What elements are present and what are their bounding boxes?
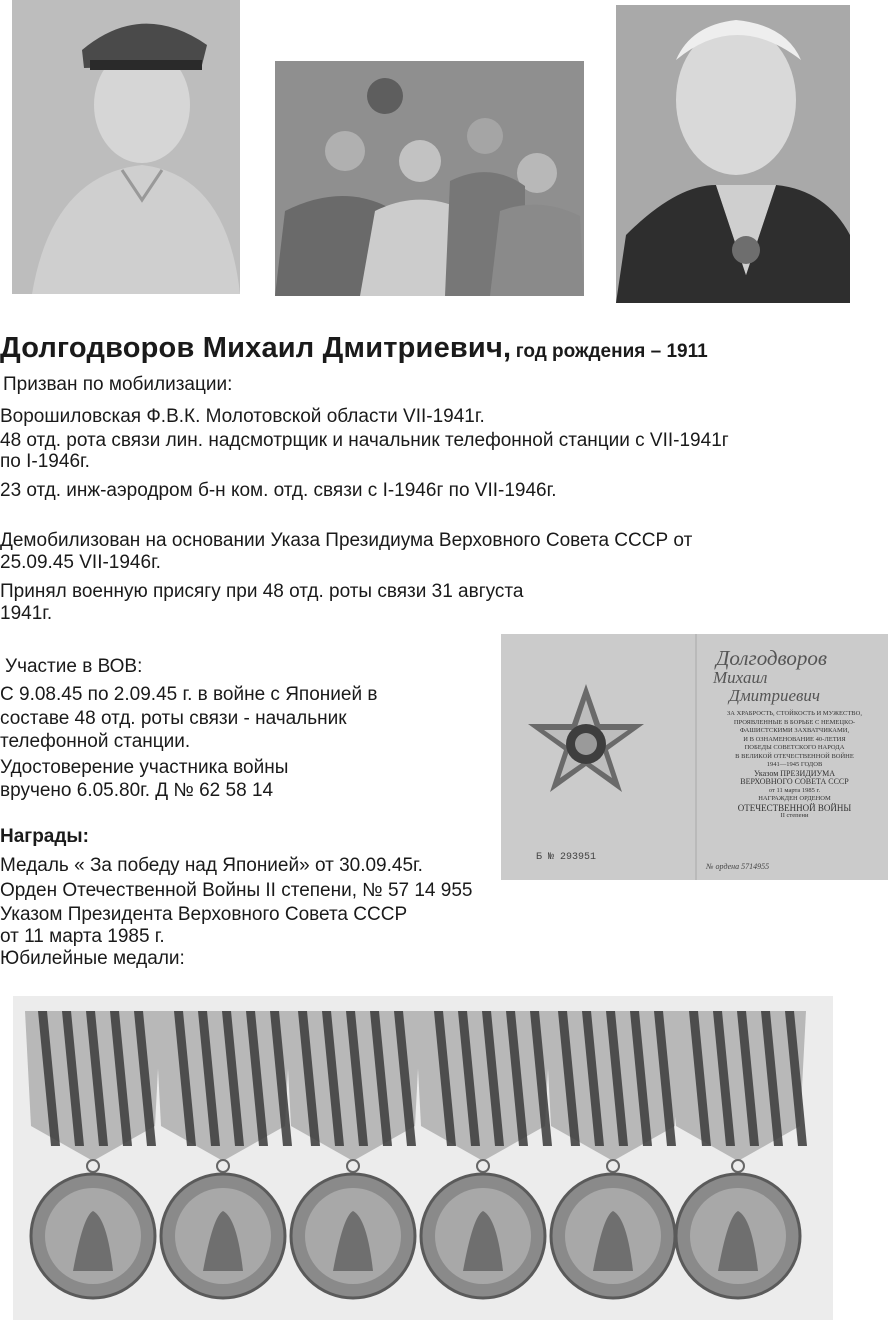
service-line: Призван по мобилизации: bbox=[3, 374, 233, 395]
awards-heading: Награды: bbox=[0, 826, 89, 847]
cert-order-number: № ордена 5714955 bbox=[706, 862, 770, 871]
service-line: Ворошиловская Ф.В.К. Молотовской области VII-1941г. bbox=[0, 406, 485, 427]
award-line: Указом Президента Верховного Совета СССР bbox=[0, 904, 408, 925]
wwii-line: вручено 6.05.80г. Д № 62 58 14 bbox=[0, 780, 274, 801]
person-name-line bbox=[0, 332, 708, 365]
demob-line: Демобилизован на основании Указа Президиума Верховного Совета СССР от bbox=[0, 530, 693, 551]
cert-printed-text: ЗА ХРАБРОСТЬ, СТОЙКОСТЬ И МУЖЕСТВО, ПРОЯВЛЕННЫЕ В БОРЬБЕ С НЕМЕЦКО- ФАШИСТСКИМИ ЗАХВАТЧИКАМИ, И В ОЗНАМЕНОВАНИЕ 40-ЛЕТИЯ ПОБЕДЫ СОВЕТСКОГО НАРОДА В ВЕЛИКОЙ ОТЕЧЕСТВЕННОЙ ВОЙНЕ 1941—1945 ГОДОВ Указом ПРЕЗИДИУМА ВЕРХОВНОГО СОВЕТА СССР от 11 марта 1985 г. НАГРАЖДЕН ОРДЕНОМ ОТЕЧЕСТВЕННОЙ ВОЙНЫ II степени bbox=[727, 710, 862, 819]
wwii-line: Удостоверение участника войны bbox=[0, 757, 289, 778]
portrait-young bbox=[12, 0, 240, 294]
wwii-line: составе 48 отд. роты связи - начальник bbox=[0, 708, 347, 729]
jubilee-medals-photo bbox=[13, 996, 833, 1320]
award-line: от 11 марта 1985 г. bbox=[0, 926, 165, 947]
award-certificate bbox=[501, 634, 888, 880]
cert-series: Б № 293951 bbox=[536, 852, 597, 863]
demob-line: 1941г. bbox=[0, 603, 53, 624]
demob-line: 25.09.45 VII-1946г. bbox=[0, 552, 161, 573]
wwii-line: С 9.08.45 по 2.09.45 г. в войне с Японией в bbox=[0, 684, 378, 705]
person-name: Долгодворов Михаил Дмитриевич, bbox=[0, 332, 512, 364]
cert-handwritten-3: Дмитриевич bbox=[729, 686, 820, 705]
demob-line: Принял военную присягу при 48 отд. роты связи 31 августа bbox=[0, 581, 524, 602]
award-line: Медаль « За победу над Японией» от 30.09.45г. bbox=[0, 855, 423, 876]
wwii-line: телефонной станции. bbox=[0, 731, 191, 752]
wwii-line: Участие в ВОВ: bbox=[5, 656, 143, 677]
award-line: Юбилейные медали: bbox=[0, 948, 185, 969]
award-line: Орден Отечественной Войны II степени, № 57 14 955 bbox=[0, 880, 473, 901]
service-line: 48 отд. рота связи лин. надсмотрщик и начальник телефонной станции с VII-1941г bbox=[0, 430, 729, 451]
portrait-elderly bbox=[616, 5, 850, 303]
service-line: 23 отд. инж-аэродром б-н ком. отд. связи с I-1946г по VII-1946г. bbox=[0, 480, 557, 501]
group-photo bbox=[275, 61, 584, 296]
cert-handwritten-1: Долгодворов bbox=[716, 646, 827, 670]
cert-handwritten-2: Михаил bbox=[713, 668, 768, 687]
birth-year: год рождения – 1911 bbox=[515, 341, 708, 362]
service-line: по I-1946г. bbox=[0, 451, 90, 472]
